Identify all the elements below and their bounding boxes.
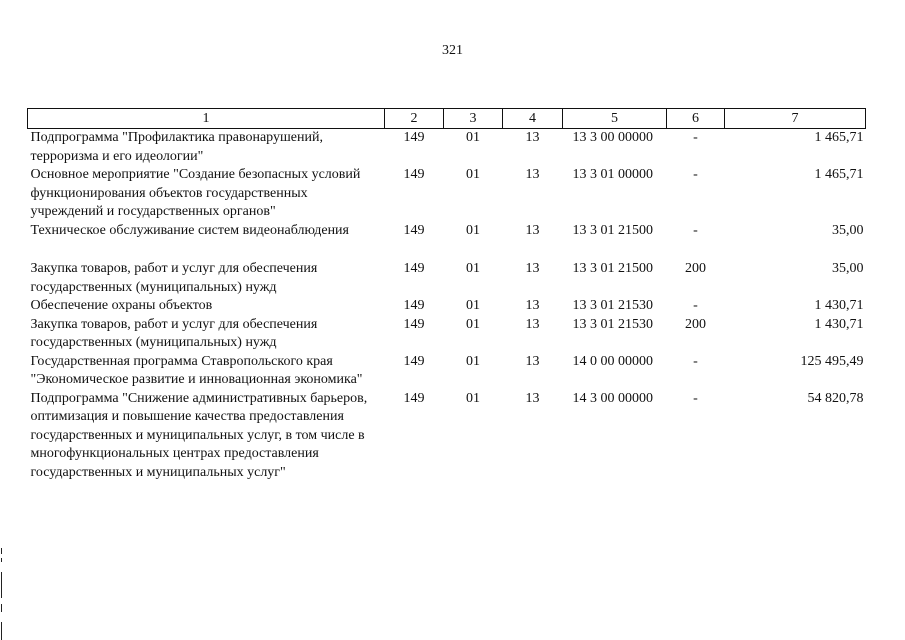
row-col-3: 01 bbox=[466, 390, 480, 406]
row-col-6: - bbox=[693, 130, 698, 145]
row-amount: 1 465,71 bbox=[814, 130, 864, 145]
row-amount: 1 430,71 bbox=[814, 298, 864, 313]
table-row bbox=[28, 297, 866, 316]
budget-table bbox=[27, 108, 866, 482]
row-col-6: 200 bbox=[685, 316, 706, 332]
row-amount: 35,00 bbox=[832, 261, 864, 276]
row-amount: 1 430,71 bbox=[814, 316, 864, 332]
table-row bbox=[28, 166, 866, 222]
header-col-5: 5 bbox=[563, 109, 667, 129]
row-name: Государственная программа Ставропольского края "Экономическое развитие и инновационная экономика" bbox=[30, 353, 363, 387]
row-name: Закупка товаров, работ и услуг для обеспечения государственных (муниципальных) нужд bbox=[30, 316, 318, 350]
row-col-5: 13 3 01 21530 bbox=[572, 316, 653, 332]
row-name: Обеспечение охраны объектов bbox=[30, 298, 213, 313]
row-amount: 54 820,78 bbox=[807, 390, 864, 406]
row-col-6: - bbox=[693, 167, 698, 182]
row-col-2: 149 bbox=[403, 222, 425, 238]
row-col-5: 13 3 01 21530 bbox=[572, 298, 653, 313]
row-col-5: 13 3 00 00000 bbox=[572, 130, 653, 145]
header-col-2: 2 bbox=[385, 109, 444, 129]
table-row bbox=[28, 353, 866, 390]
row-col-3: 01 bbox=[466, 222, 480, 238]
row-col-6: - bbox=[693, 298, 698, 313]
row-name: Подпрограмма "Профилактика правонарушений, терроризма и его идеологии" bbox=[30, 130, 323, 164]
header-col-6: 6 bbox=[667, 109, 725, 129]
row-amount: 125 495,49 bbox=[800, 353, 864, 369]
row-col-2: 149 bbox=[403, 353, 425, 369]
table-row bbox=[28, 390, 866, 483]
table-row bbox=[28, 240, 866, 297]
header-col-3: 3 bbox=[444, 109, 503, 129]
row-name: Закупка товаров, работ и услуг для обеспечения государственных (муниципальных) нужд bbox=[30, 261, 318, 295]
row-col-3: 01 bbox=[466, 316, 480, 332]
header-row bbox=[28, 109, 866, 129]
row-amount: 1 465,71 bbox=[814, 167, 864, 182]
row-col-5: 14 3 00 00000 bbox=[572, 390, 653, 406]
row-col-2: 149 bbox=[403, 390, 425, 406]
table-row bbox=[28, 316, 866, 353]
row-name: Техническое обслуживание систем видеонаблюдения bbox=[30, 222, 349, 238]
row-col-5: 13 3 01 21500 bbox=[572, 222, 653, 238]
row-col-5: 14 0 00 00000 bbox=[572, 353, 653, 369]
scan-margin-marks bbox=[0, 548, 4, 640]
row-col-4: 13 bbox=[525, 167, 540, 182]
row-col-6: - bbox=[693, 390, 698, 406]
row-col-6: - bbox=[693, 222, 698, 238]
row-col-2: 149 bbox=[403, 316, 425, 332]
row-col-4: 13 bbox=[525, 353, 540, 369]
row-col-4: 13 bbox=[525, 316, 540, 332]
row-name: Подпрограмма "Снижение административных барьеров, оптимизация и повышение качества предоставления государственных и муниципальных услуг, в том числе в многофункциональных центрах предоставления государственных и муниципальных услуг" bbox=[30, 390, 368, 480]
header-col-7: 7 bbox=[725, 109, 866, 129]
table-row bbox=[28, 222, 866, 241]
row-col-6: - bbox=[693, 353, 698, 369]
row-name: Основное мероприятие "Создание безопасных условий функционирования объектов государственных учреждений и государственных органов" bbox=[30, 167, 361, 219]
row-col-2: 149 bbox=[403, 298, 425, 313]
row-col-5: 13 3 01 21500 bbox=[572, 261, 653, 276]
row-col-6: 200 bbox=[685, 261, 706, 276]
row-col-2: 149 bbox=[403, 167, 425, 182]
row-col-3: 01 bbox=[466, 167, 480, 182]
table-row bbox=[28, 129, 866, 167]
row-col-3: 01 bbox=[466, 298, 480, 313]
page-number: 321 bbox=[442, 43, 463, 58]
row-col-4: 13 bbox=[525, 390, 540, 406]
row-col-3: 01 bbox=[466, 261, 480, 276]
row-col-2: 149 bbox=[403, 130, 425, 145]
row-col-4: 13 bbox=[525, 130, 540, 145]
row-col-4: 13 bbox=[525, 222, 540, 238]
row-col-5: 13 3 01 00000 bbox=[572, 167, 653, 182]
row-col-4: 13 bbox=[525, 298, 540, 313]
row-col-2: 149 bbox=[403, 261, 425, 276]
row-col-4: 13 bbox=[525, 261, 540, 276]
header-col-1: 1 bbox=[28, 109, 385, 129]
header-col-4: 4 bbox=[503, 109, 563, 129]
row-col-3: 01 bbox=[466, 353, 480, 369]
row-amount: 35,00 bbox=[832, 222, 864, 238]
row-col-3: 01 bbox=[466, 130, 480, 145]
